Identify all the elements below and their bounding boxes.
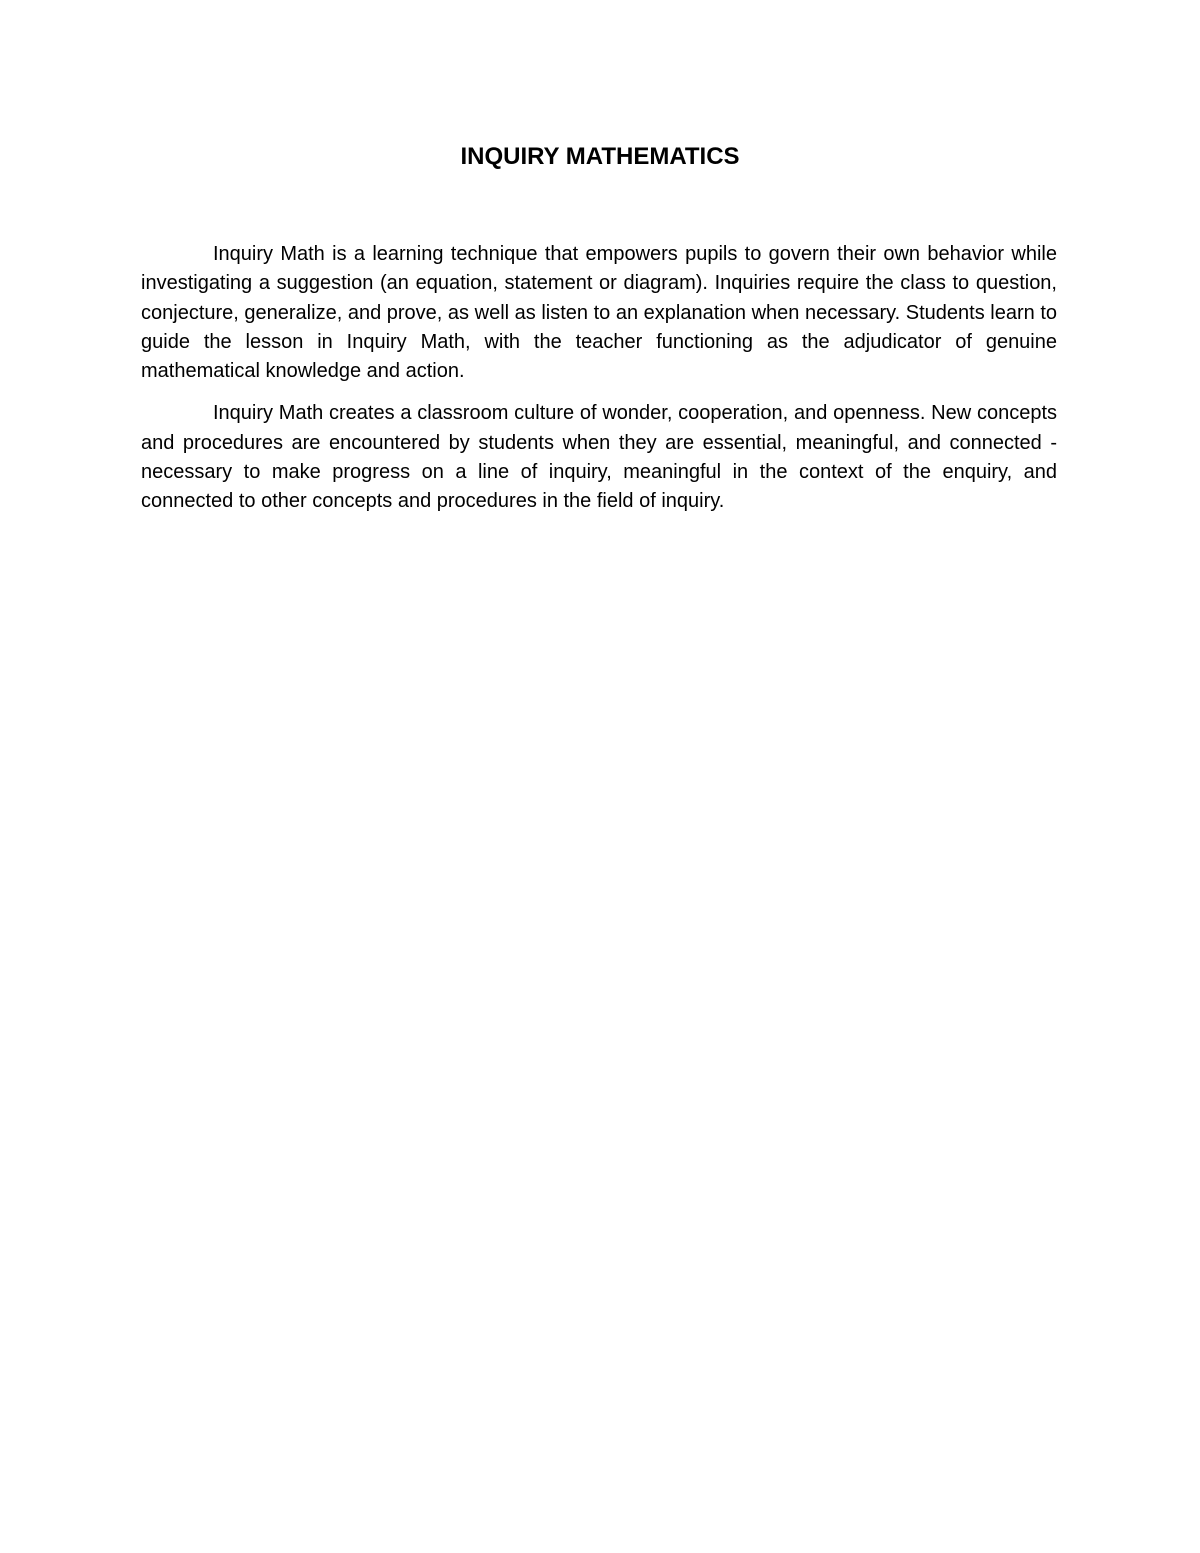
- document-title: INQUIRY MATHEMATICS: [460, 143, 740, 170]
- paragraph-2: Inquiry Math creates a classroom culture of wonder, cooperation, and openness. New concepts and procedures are encountered by students when they are essential, meaningful, and connected - necessary to make progress on a line of inquiry, meaningful in the context of the enquiry, and connected to other concepts and procedures in the field of inquiry.: [141, 402, 1057, 513]
- paragraph-1: Inquiry Math is a learning technique that empowers pupils to govern their own behavior while investigating a suggestion (an equation, statement or diagram). Inquiries require the class to question, conjecture, generalize, and prove, as well as listen to an explanation when necessary. Students learn to guide the lesson in Inquiry Math, with the teacher functioning as the adjudicator of genuine mathematical knowledge and action.: [141, 243, 1057, 383]
- document-body: [141, 240, 1057, 530]
